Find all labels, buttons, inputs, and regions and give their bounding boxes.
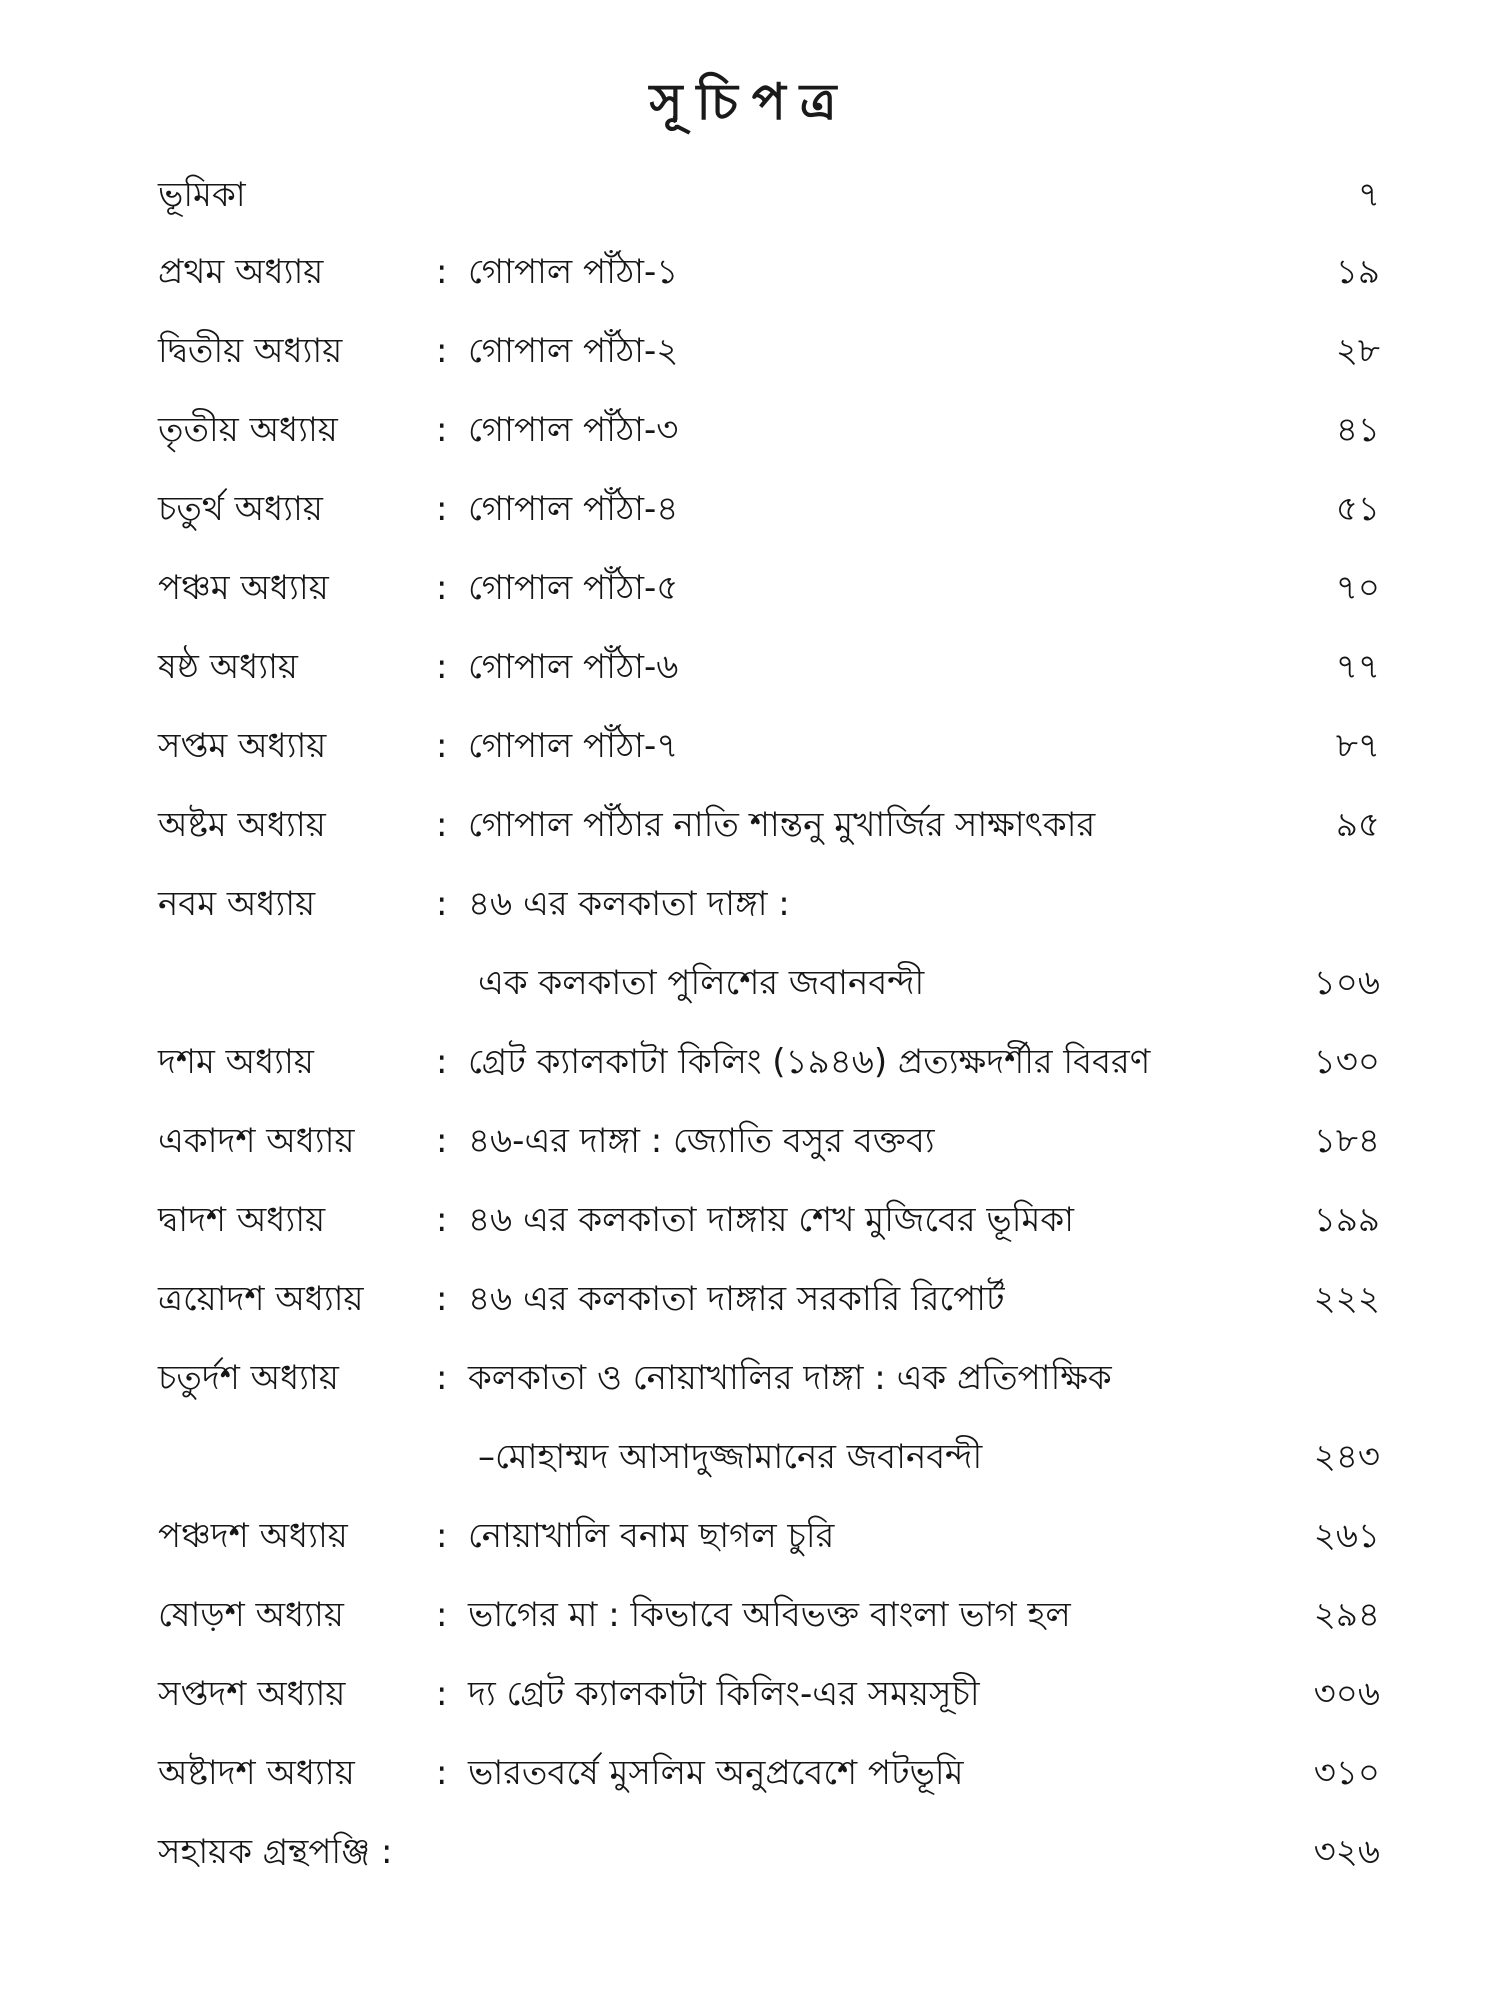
toc-chapter-title: ৪৬ এর কলকাতা দাঙ্গা : xyxy=(468,884,790,924)
toc-page-number: ১৯ xyxy=(1335,252,1380,292)
toc-entry xyxy=(158,558,1380,618)
toc-separator: : xyxy=(436,805,448,845)
toc-entry xyxy=(158,1822,1380,1882)
toc-page-number: ১০৬ xyxy=(1313,963,1380,1003)
toc-chapter-label: ষষ্ঠ অধ্যায় xyxy=(158,647,298,687)
toc-chapter-title: ৪৬-এর দাঙ্গা : জ্যোতি বসুর বক্তব্য xyxy=(468,1121,935,1161)
toc-page-number: ২৮ xyxy=(1335,331,1380,371)
toc-entry xyxy=(158,1506,1380,1566)
toc-entry xyxy=(158,1032,1380,1092)
toc-chapter-title: গোপাল পাঁঠা-৬ xyxy=(468,647,679,687)
toc-chapter-title: ৪৬ এর কলকাতা দাঙ্গার সরকারি রিপোর্ট xyxy=(468,1279,1005,1319)
toc-chapter-label: অষ্টম অধ্যায় xyxy=(158,805,326,845)
toc-separator: : xyxy=(436,1121,448,1161)
toc-chapter-label: দ্বাদশ অধ্যায় xyxy=(158,1200,326,1240)
toc-page-number: ৯৫ xyxy=(1335,805,1380,845)
toc-chapter-label: সপ্তম অধ্যায় xyxy=(158,726,327,766)
toc-page-number: ২৬১ xyxy=(1313,1516,1380,1556)
toc-separator: : xyxy=(436,1279,448,1319)
toc-page-number: ৭ xyxy=(1357,175,1380,215)
toc-chapter-title: গোপাল পাঁঠা-১ xyxy=(468,252,679,292)
toc-separator: : xyxy=(436,1595,448,1635)
toc-page-number: ৩১০ xyxy=(1313,1753,1380,1793)
toc-entry xyxy=(158,1743,1380,1803)
toc-chapter-title: কলকাতা ও নোয়াখালির দাঙ্গা : এক প্রতিপাক্ষিক xyxy=(468,1358,1112,1398)
toc-page-number: ১৮৪ xyxy=(1313,1121,1380,1161)
toc-page-number: ১৩০ xyxy=(1313,1042,1380,1082)
toc-separator: : xyxy=(436,489,448,529)
toc-entry-continuation xyxy=(158,953,1380,1013)
toc-separator: : xyxy=(436,1042,448,1082)
toc-separator: : xyxy=(436,1200,448,1240)
toc-separator: : xyxy=(436,1674,448,1714)
toc-page-number: ৫১ xyxy=(1335,489,1380,529)
toc-chapter-title: গোপাল পাঁঠা-৫ xyxy=(468,568,679,608)
toc-chapter-label: চতুর্থ অধ্যায় xyxy=(158,489,323,529)
toc-page-number: ৩২৬ xyxy=(1313,1832,1380,1872)
toc-entry xyxy=(158,400,1380,460)
toc-chapter-label: পঞ্চম অধ্যায় xyxy=(158,568,329,608)
toc-chapter-label: সহায়ক গ্রন্থপঞ্জি : xyxy=(158,1832,393,1872)
toc-separator: : xyxy=(436,1516,448,1556)
toc-chapter-title: –মোহাম্মদ আসাদুজ্জামানের জবানবন্দী xyxy=(478,1437,983,1477)
toc-entry xyxy=(158,1585,1380,1645)
toc-separator: : xyxy=(436,647,448,687)
toc-chapter-label: দশম অধ্যায় xyxy=(158,1042,314,1082)
toc-separator: : xyxy=(436,410,448,450)
toc-chapter-title: ভাগের মা : কিভাবে অবিভক্ত বাংলা ভাগ হল xyxy=(468,1595,1071,1635)
toc-entry xyxy=(158,874,1380,934)
toc-page-number: ২৪৩ xyxy=(1313,1437,1380,1477)
toc-chapter-title: গোপাল পাঁঠার নাতি শান্তনু মুখার্জির সাক্ষাৎকার xyxy=(468,805,1096,845)
toc-page-number: ১৯৯ xyxy=(1313,1200,1380,1240)
toc-page-number: ৭০ xyxy=(1335,568,1380,608)
toc-separator: : xyxy=(436,252,448,292)
toc-entry xyxy=(158,716,1380,776)
toc-chapter-title: গোপাল পাঁঠা-৭ xyxy=(468,726,679,766)
toc-separator: : xyxy=(436,331,448,371)
toc-chapter-title: গোপাল পাঁঠা-২ xyxy=(468,331,679,371)
toc-separator: : xyxy=(436,568,448,608)
toc-chapter-label: সপ্তদশ অধ্যায় xyxy=(158,1674,346,1714)
toc-entry xyxy=(158,1269,1380,1329)
toc-chapter-label: চতুর্দশ অধ্যায় xyxy=(158,1358,339,1398)
toc-page-number: ৮৭ xyxy=(1335,726,1380,766)
toc-chapter-label: তৃতীয় অধ্যায় xyxy=(158,410,338,450)
toc-page-number: ৪১ xyxy=(1335,410,1380,450)
toc-separator: : xyxy=(436,884,448,924)
toc-chapter-label: ত্রয়োদশ অধ্যায় xyxy=(158,1279,364,1319)
toc-page-number: ৭৭ xyxy=(1335,647,1380,687)
toc-chapter-label: পঞ্চদশ অধ্যায় xyxy=(158,1516,348,1556)
toc-chapter-label: প্রথম অধ্যায় xyxy=(158,252,324,292)
toc-entry xyxy=(158,242,1380,302)
toc-entry xyxy=(158,1664,1380,1724)
toc-chapter-title: ৪৬ এর কলকাতা দাঙ্গায় শেখ মুজিবের ভূমিকা xyxy=(468,1200,1075,1240)
toc-entry xyxy=(158,165,1380,225)
toc-chapter-label: দ্বিতীয় অধ্যায় xyxy=(158,331,343,371)
page-title: সূচিপত্র xyxy=(649,73,851,131)
toc-entry-continuation xyxy=(158,1427,1380,1487)
toc-chapter-label: ষোড়শ অধ্যায় xyxy=(158,1595,344,1635)
toc-entry xyxy=(158,1190,1380,1250)
toc-chapter-label: নবম অধ্যায় xyxy=(158,884,316,924)
toc-chapter-title: গ্রেট ক্যালকাটা কিলিং (১৯৪৬) প্রত্যক্ষদর্শীর বিবরণ xyxy=(468,1042,1151,1082)
toc-chapter-title: নোয়াখালি বনাম ছাগল চুরি xyxy=(468,1516,835,1556)
toc-entry xyxy=(158,1348,1380,1408)
toc-page-number: ৩০৬ xyxy=(1313,1674,1380,1714)
toc-chapter-title: গোপাল পাঁঠা-৪ xyxy=(468,489,679,529)
toc-chapter-label: ভূমিকা xyxy=(158,175,246,215)
toc-chapter-title: দ্য গ্রেট ক্যালকাটা কিলিং-এর সময়সূচী xyxy=(468,1674,980,1714)
toc-entry xyxy=(158,321,1380,381)
toc-entry xyxy=(158,637,1380,697)
toc-separator: : xyxy=(436,1358,448,1398)
toc-chapter-title: ভারতবর্ষে মুসলিম অনুপ্রবেশে পটভূমি xyxy=(468,1753,964,1793)
toc-chapter-title: গোপাল পাঁঠা-৩ xyxy=(468,410,679,450)
toc-chapter-label: অষ্টাদশ অধ্যায় xyxy=(158,1753,355,1793)
toc-entry xyxy=(158,1111,1380,1171)
toc-separator: : xyxy=(436,726,448,766)
toc-separator: : xyxy=(436,1753,448,1793)
toc-page-number: ২৯৪ xyxy=(1313,1595,1380,1635)
toc-entry xyxy=(158,479,1380,539)
toc-chapter-title: এক কলকাতা পুলিশের জবানবন্দী xyxy=(478,963,925,1003)
toc-page-number: ২২২ xyxy=(1313,1279,1380,1319)
toc-entry xyxy=(158,795,1380,855)
toc-chapter-label: একাদশ অধ্যায় xyxy=(158,1121,355,1161)
